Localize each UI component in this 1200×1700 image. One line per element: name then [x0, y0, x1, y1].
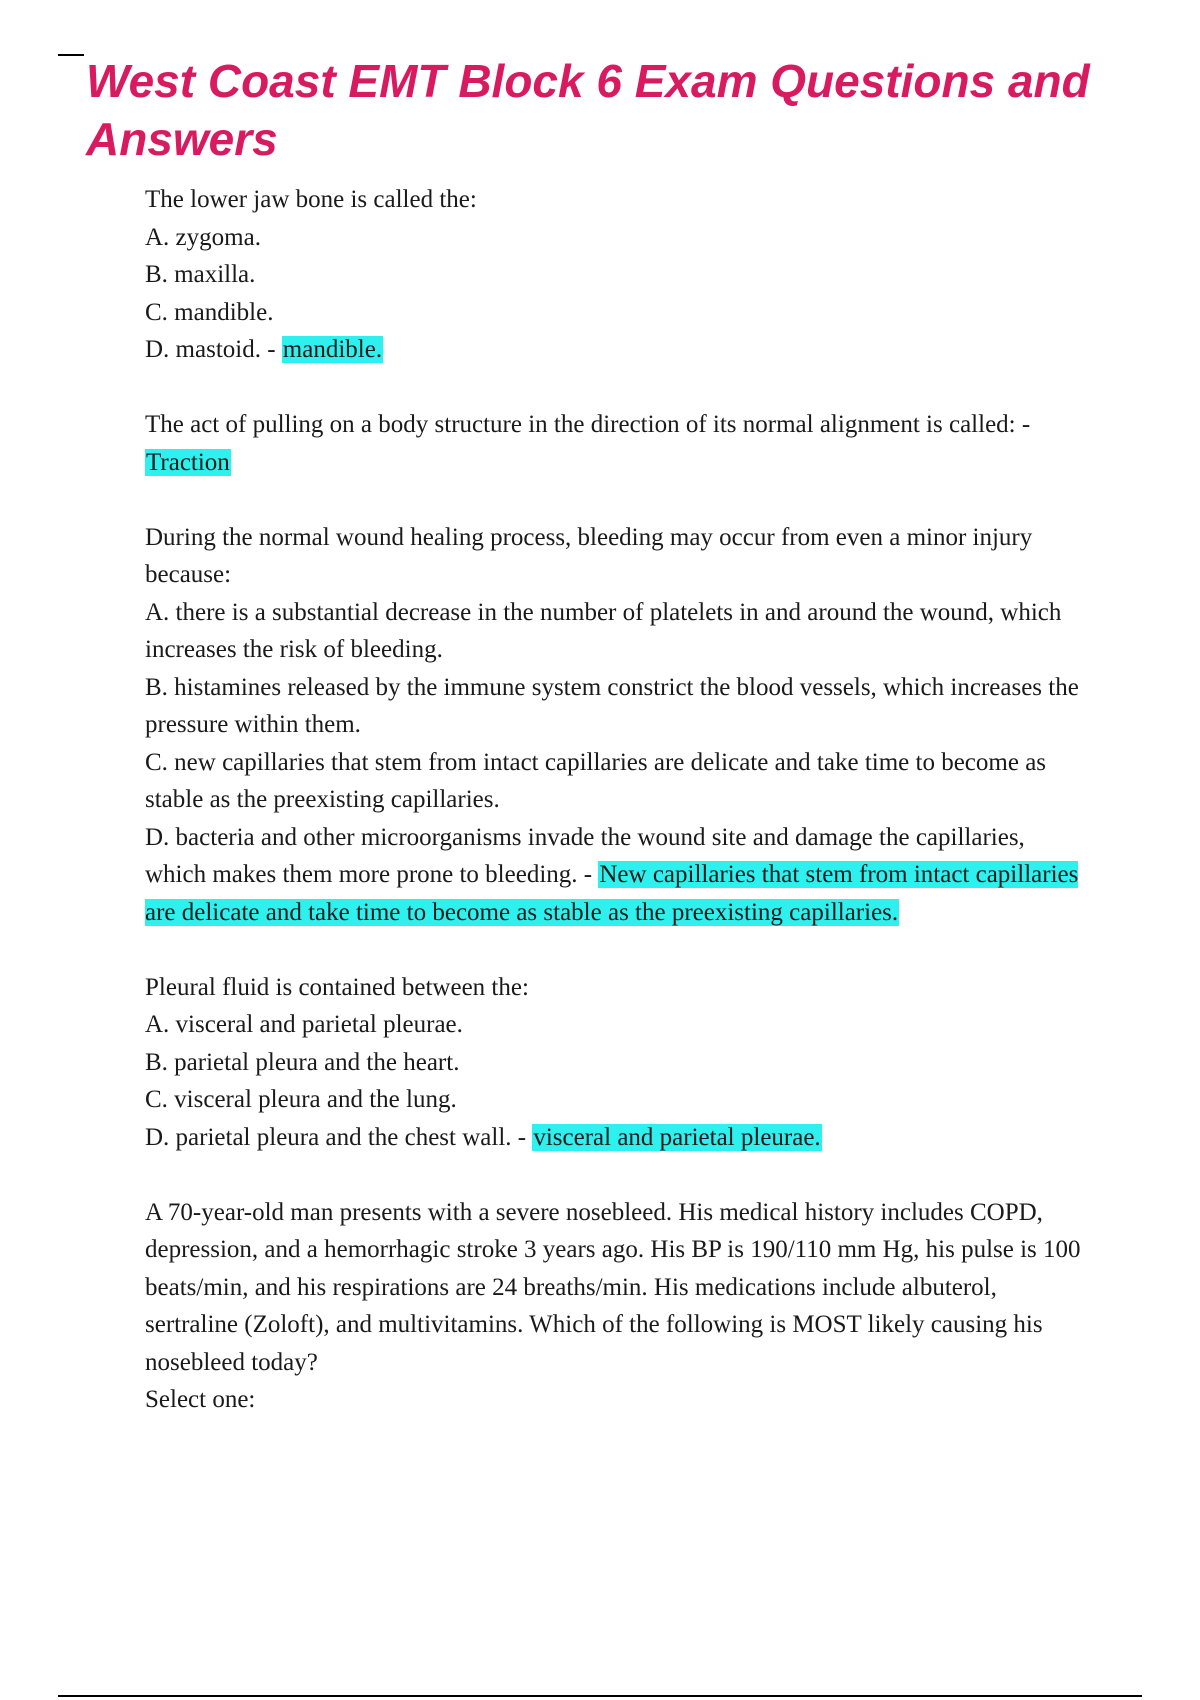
question-4	[145, 969, 1085, 1157]
answer-option: C. new capillaries that stem from intact capillaries are delicate and take time to become as stable as the preexisting capillaries.	[145, 748, 1047, 813]
question-5	[145, 1194, 1085, 1419]
answer-option: C. visceral pleura and the lung.	[145, 1086, 457, 1113]
answer-option: B. histamines released by the immune system constrict the blood vessels, which increases the pressure within them.	[145, 673, 1079, 738]
answer-option-text: D. parietal pleura and the chest wall. -	[145, 1123, 533, 1151]
answer-option: C. mandible.	[145, 298, 274, 326]
question-stem: A 70-year-old man presents with a severe nosebleed. His medical history includes COPD, depression, and a hemorrhagic stroke 3 years ago. His BP is 190/110 mm Hg, his pulse is 100 beats/min, and his respirations are 24 breaths/min. His medications include albuterol, sertraline (Zoloft), and multivitamins. Which of the following is MOST likely causing his nosebleed today?	[145, 1198, 1081, 1376]
answer-option-last	[145, 819, 1085, 932]
question-2	[145, 406, 1085, 481]
highlighted-answer: mandible.	[282, 336, 383, 363]
answer-option: B. maxilla.	[145, 261, 256, 288]
highlighted-answer: New capillaries that stem from intact capillaries are delicate and take time to become as stable as the preexisting capillaries.	[145, 861, 1079, 926]
answer-option: A. visceral and parietal pleurae.	[145, 1011, 463, 1038]
answer-option-text: D. mastoid. -	[145, 336, 282, 363]
answer-option: A. there is a substantial decrease in the number of platelets in and around the wound, which increases the risk of bleeding.	[145, 598, 1062, 663]
bottom-rule	[58, 1695, 1142, 1697]
question-stem: Pleural fluid is contained between the:	[145, 973, 529, 1001]
question-1	[145, 181, 1085, 369]
answer-option-text: D. bacteria and other microorganisms invade the wound site and damage the capillaries, which makes them more prone to bleeding. -	[145, 823, 1025, 888]
question-list	[145, 181, 1085, 1456]
select-prompt: Select one:	[145, 1386, 256, 1413]
question-stem: The act of pulling on a body structure in the direction of its normal alignment is called: -	[145, 411, 1031, 438]
answer-option: B. parietal pleura and the heart.	[145, 1048, 460, 1076]
top-rule	[58, 54, 84, 56]
answer-option-last	[145, 331, 1085, 369]
highlighted-answer: visceral and parietal pleurae.	[533, 1123, 821, 1151]
answer-option: A. zygoma.	[145, 223, 261, 251]
question-3	[145, 519, 1085, 932]
highlighted-answer: Traction	[146, 448, 230, 476]
question-stem: The lower jaw bone is called the:	[145, 186, 477, 213]
document-title: West Coast EMT Block 6 Exam Questions and Answers	[86, 55, 1090, 165]
question-stem: During the normal wound healing process, bleeding may occur from even a minor injury because:	[145, 523, 1033, 588]
answer-option-last	[145, 1119, 1085, 1157]
